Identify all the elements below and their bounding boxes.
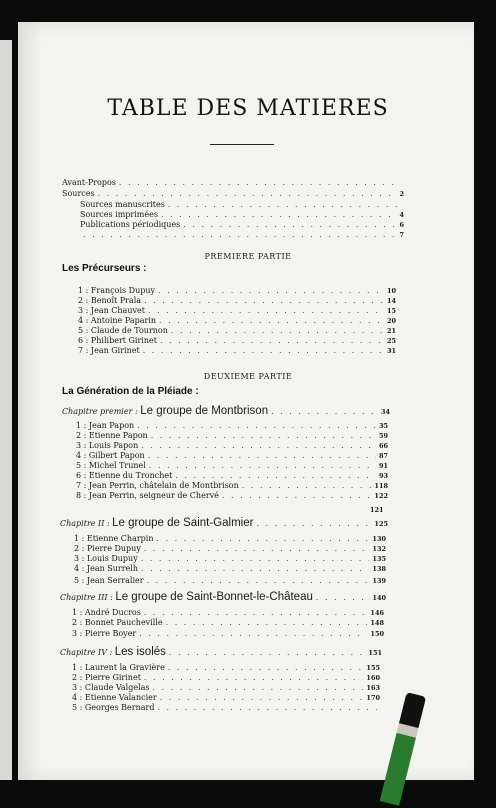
entry-page: 35 [378,422,388,430]
chapter-label [60,516,253,531]
entry-page: 118 [374,482,388,490]
chapter-entry [62,404,390,418]
entry-label: 3 : Pierre Boyer [72,629,137,638]
leader-dots [222,490,372,501]
entry-page: 122 [374,492,388,500]
section-heading: La Génération de la Pléiade : [62,386,199,397]
entry-page: 138 [372,565,386,573]
toc-entry [80,229,404,240]
leader-dots [157,702,377,713]
title-underline [210,144,274,145]
entry-page: 163 [366,684,380,692]
entry-label: 7 : Jean Girinet [78,346,140,355]
toc-entry [62,188,404,199]
entry-page: 59 [378,432,388,440]
entry-label: 6 : Philibert Girinet [78,336,157,345]
toc-extra-page [370,505,390,516]
entry-page: 155 [366,664,380,672]
part-heading: DEUXIEME PARTIE [203,372,293,381]
entry-page: 6 [399,221,404,229]
leader-dots [83,229,396,240]
entry-label: 1 : Jean Papon [76,421,135,430]
chapter-page: 125 [374,520,388,528]
toc-entry [72,628,384,639]
leader-dots [256,517,371,531]
entry-page: 130 [372,535,386,543]
entry-page: 146 [370,609,384,617]
chapter-prefix: Chapitre III : [60,593,113,602]
entry-label: Sources manuscrites [80,200,165,209]
entry-label: 4 : Jean Surrelh [74,564,139,573]
entry-label: 2 : Etienne Papon [76,431,148,440]
toc-entry [74,575,386,586]
entry-label: 5 : Jean Serralier [74,576,144,585]
entry-label: 1 : Laurent la Gravière [72,663,165,672]
chapter-entry [60,516,388,530]
entry-page: 21 [386,327,396,335]
chapter-title: Le groupe de Saint-Galmier [112,517,254,529]
leader-dots [98,188,397,199]
entry-page: 25 [386,337,396,345]
toc-entry [78,345,396,356]
toc-entry [76,490,388,501]
chapter-prefix: Chapitre premier : [62,407,138,416]
entry-label: 8 : Jean Perrin, seigneur de Chervé [76,491,219,500]
chapter-title: Les isolés [114,646,166,658]
chapter-title: Le groupe de Saint-Bonnet-le-Château [115,591,313,603]
entry-page: 93 [378,472,388,480]
entry-page: 135 [372,555,386,563]
entry-page: 2 [399,190,404,198]
entry-label: 4 : Etienne Valancier [72,693,157,702]
entry-label: Avant-Propos [62,178,116,187]
entry-page: 121 [370,506,384,514]
entry-label: 4 : Gilbert Papon [76,451,145,460]
toc-entry [74,563,386,574]
entry-page: 132 [372,545,386,553]
chapter-prefix: Chapitre IV : [60,648,113,657]
leader-dots [169,646,366,660]
entry-page: 7 [399,231,404,239]
toc-entry [72,702,380,713]
chapter-page: 151 [368,649,382,657]
chapter-label [60,645,166,660]
entry-label: Sources [62,189,95,198]
chapter-page: 140 [372,594,386,602]
entry-label: Publications périodiques [80,220,181,229]
entry-label: 1 : François Dupuy [78,286,156,295]
chapter-entry [60,590,386,604]
leader-dots [141,563,369,574]
entry-page: 160 [366,674,380,682]
entry-page: 139 [372,577,386,585]
entry-label: 2 : Pierre Dupuy [74,544,141,553]
facing-page-edge [0,40,12,780]
page-title: TABLE DES MATIERES [107,96,389,121]
entry-page: 31 [386,347,396,355]
entry-page: 91 [378,462,388,470]
entry-label: 4 : Antoine Paparin [78,316,157,325]
entry-page: 148 [370,619,384,627]
entry-label: 3 : Jean Chauvet [78,306,145,315]
leader-dots [166,617,368,628]
leader-dots [139,628,367,639]
entry-label: 3 : Louis Papon [76,441,139,450]
entry-label: 5 : Georges Bernard [72,703,155,712]
chapter-label [62,404,268,419]
entry-page: 87 [378,452,388,460]
leader-dots [316,591,370,605]
section-heading: Les Précurseurs : [62,263,147,274]
pencil-tip [399,692,426,728]
entry-page: 66 [378,442,388,450]
leader-dots [147,575,370,586]
chapter-title: Le groupe de Montbrison [140,405,269,417]
entry-page: 10 [386,287,396,295]
pencil-body [380,733,416,806]
entry-page: 14 [386,297,396,305]
entry-page: 4 [399,211,404,219]
part-heading: PREMIERE PARTIE [204,252,292,261]
chapter-label [60,590,313,605]
entry-label: 1 : André Ducros [72,608,141,617]
entry-page: 20 [386,317,396,325]
entry-label: 5 : Michel Trunel [76,461,146,470]
leader-dots [143,345,384,356]
leader-dots [119,177,401,188]
leader-dots [271,405,378,419]
chapter-entry [60,645,382,659]
entry-label: 6 : Etienne du Tronchet [76,471,173,480]
toc-entry [62,177,404,188]
entry-label: 7 : Jean Perrin, châtelain de Montbrison [76,481,239,490]
entry-page: 150 [370,630,384,638]
entry-label: 3 : Claude Valgelas [72,683,150,692]
chapter-page: 34 [380,408,390,416]
entry-page: 15 [386,307,396,315]
entry-label: 1 : Etienne Charpin [74,534,154,543]
entry-label: 2 : Benoît Prala [78,296,142,305]
toc-entry [72,617,384,628]
entry-label: 2 : Pierre Girinet [72,673,141,682]
entry-label: 2 : Bonnet Paucheville [72,618,163,627]
entry-page: 170 [366,694,380,702]
entry-label: 5 : Claude de Tournon [78,326,168,335]
chapter-prefix: Chapitre II : [60,519,110,528]
entry-label: 3 : Louis Dupuy [74,554,138,563]
entry-label: Sources imprimées [80,210,158,219]
